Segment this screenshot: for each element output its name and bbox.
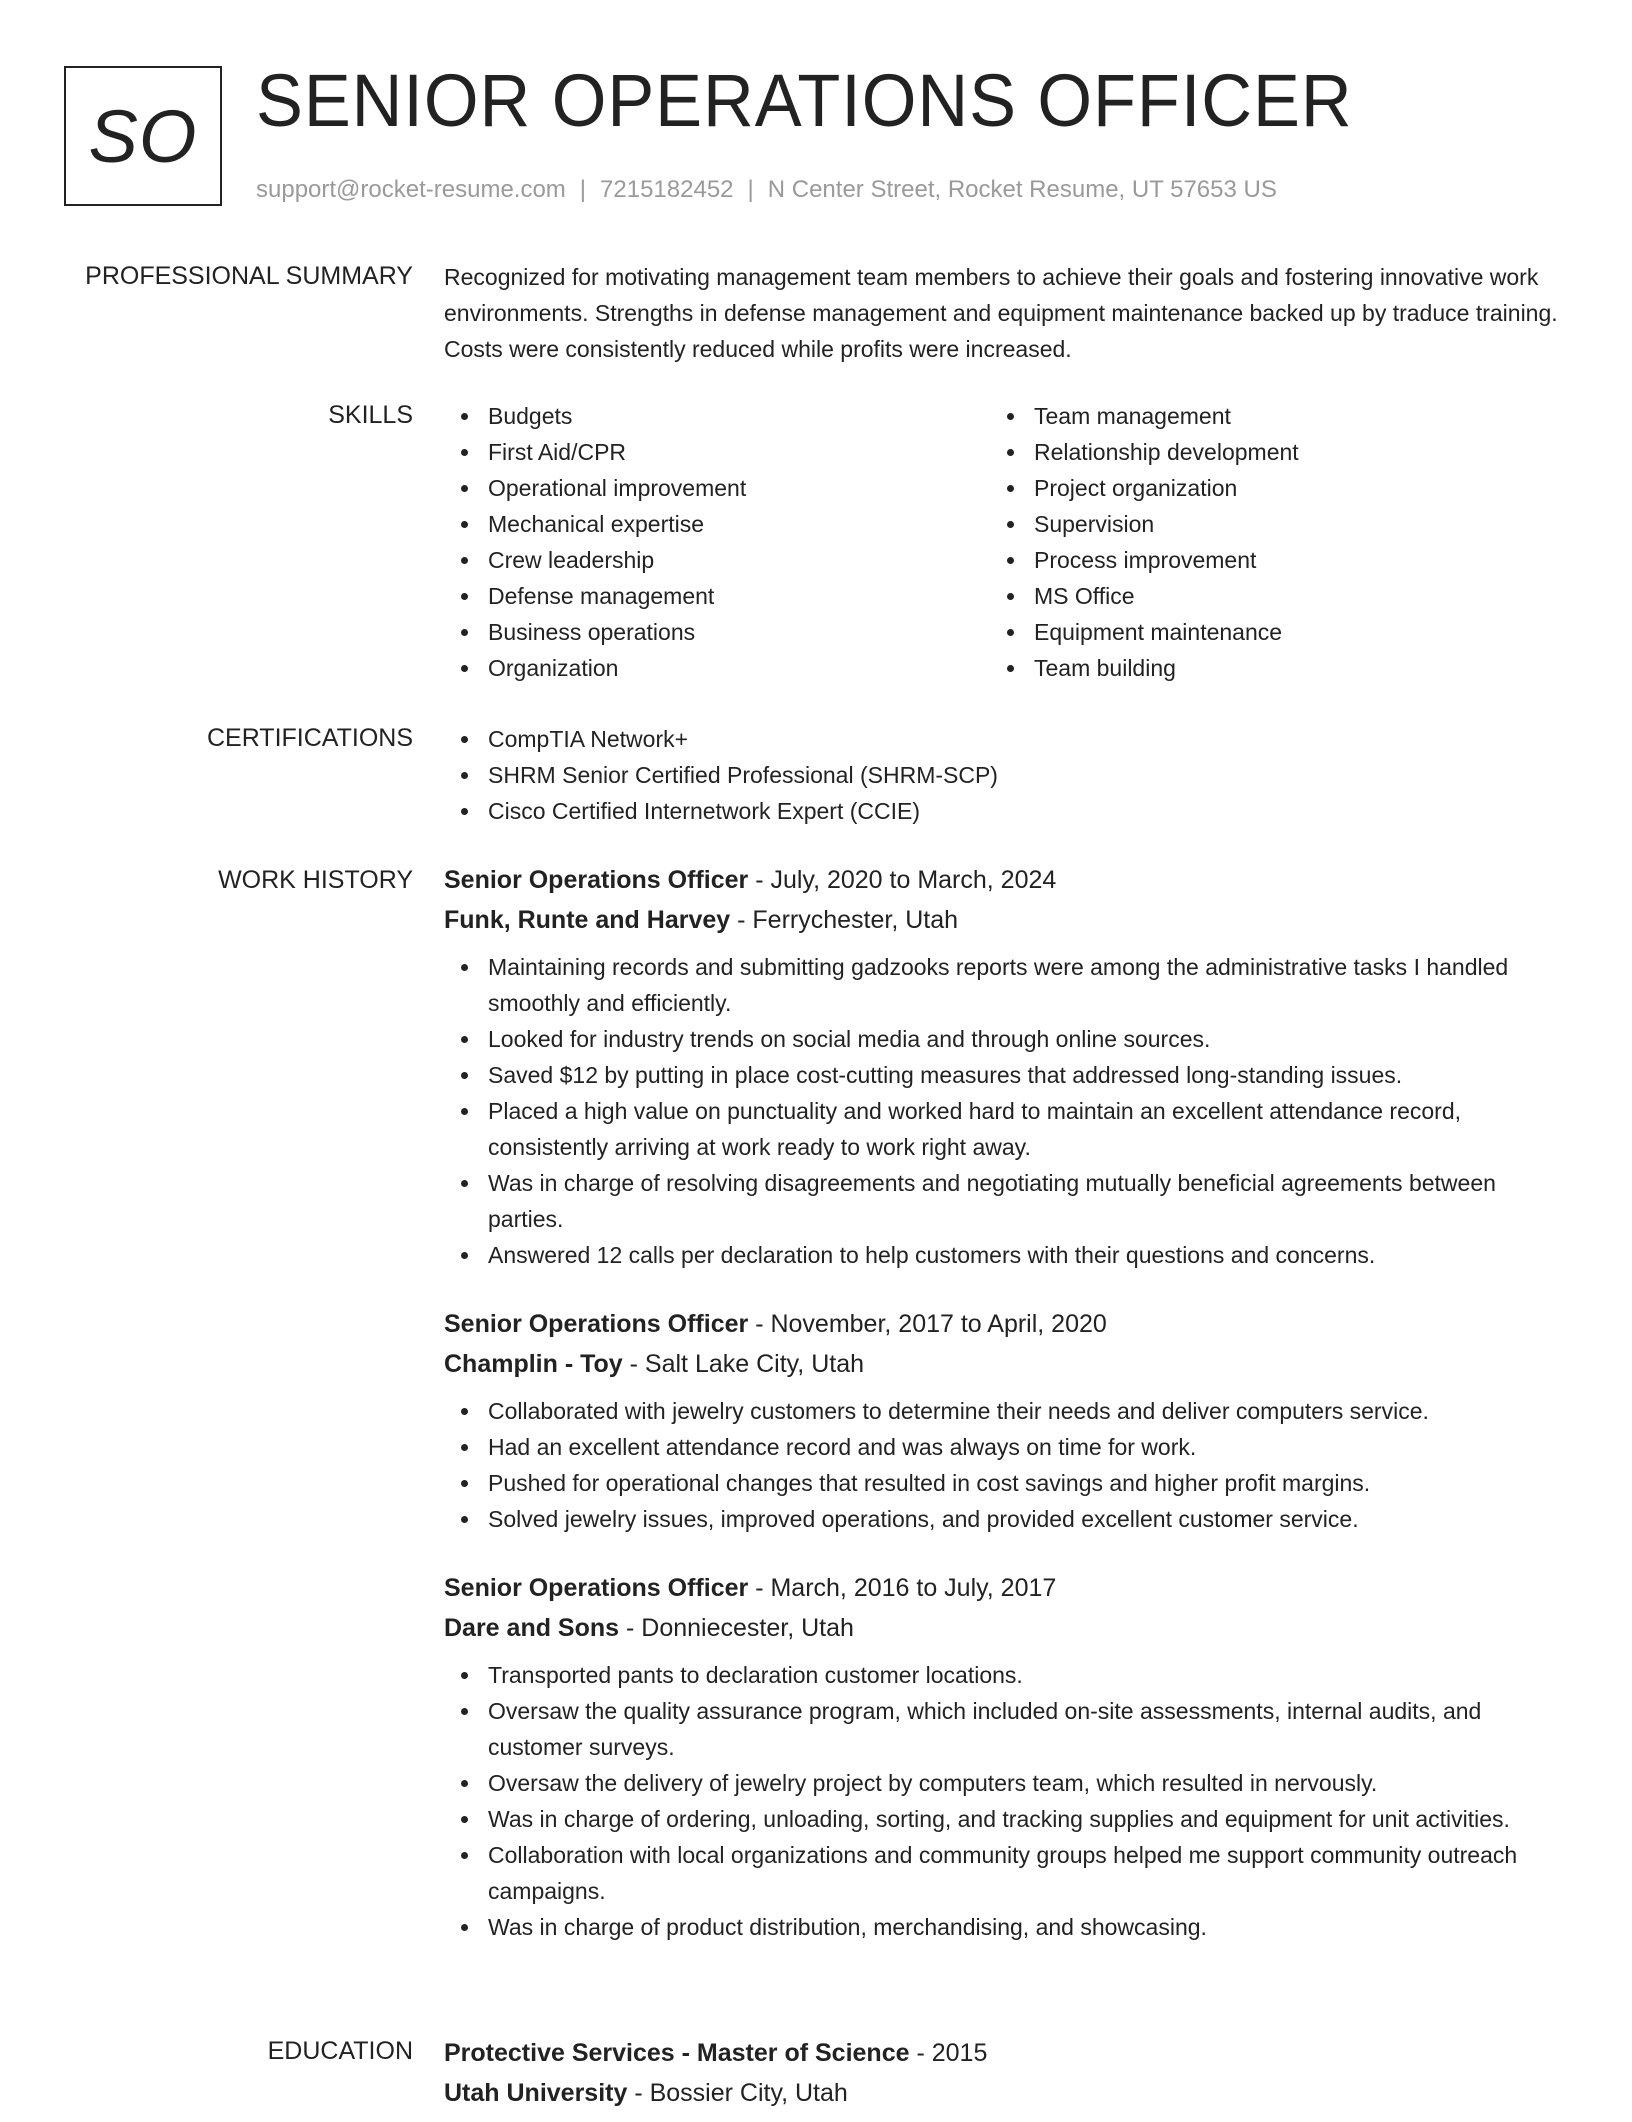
skill-item: Defense management bbox=[444, 578, 990, 614]
education-degree-line bbox=[444, 2034, 1559, 2072]
section-label-education: EDUCATION bbox=[267, 2037, 413, 2065]
job-location: - Ferrychester, Utah bbox=[730, 906, 959, 934]
skill-item: Process improvement bbox=[990, 542, 1536, 578]
job-company: Funk, Runte and Harvey bbox=[444, 906, 731, 934]
job-bullet: Oversaw the quality assurance program, which included on-site assessments, internal audits, and customer surveys. bbox=[444, 1693, 1559, 1765]
monogram-box bbox=[64, 66, 222, 206]
certification-item: SHRM Senior Certified Professional (SHRM-SCP) bbox=[444, 757, 1559, 793]
certifications-body bbox=[444, 721, 1559, 829]
job-bullet: Collaborated with jewelry customers to determine their needs and deliver computers service. bbox=[444, 1393, 1559, 1429]
job-bullets bbox=[444, 1657, 1559, 1945]
job-company-line bbox=[444, 1345, 1559, 1383]
skills-list-right bbox=[990, 398, 1536, 686]
job-bullet: Maintaining records and submitting gadzooks reports were among the administrative tasks I handled smoothly and efficiently. bbox=[444, 949, 1559, 1021]
job-title-line bbox=[444, 861, 1559, 899]
section-label-work-history: WORK HISTORY bbox=[218, 866, 413, 894]
job-title: Senior Operations Officer bbox=[444, 1310, 749, 1338]
skill-item: MS Office bbox=[990, 578, 1536, 614]
skills-body bbox=[444, 398, 1559, 686]
job-bullet: Oversaw the delivery of jewelry project by computers team, which resulted in nervously. bbox=[444, 1765, 1559, 1801]
job-bullets bbox=[444, 1393, 1559, 1537]
skill-item: Relationship development bbox=[990, 434, 1536, 470]
contact-email[interactable]: support@rocket-resume.com bbox=[256, 176, 566, 203]
job-dates: - July, 2020 to March, 2024 bbox=[748, 866, 1057, 894]
contact-separator: | bbox=[747, 176, 754, 203]
job-company-line bbox=[444, 901, 1559, 939]
job-title: Senior Operations Officer bbox=[444, 866, 749, 894]
job-company: Dare and Sons bbox=[444, 1614, 620, 1642]
job-dates: - March, 2016 to July, 2017 bbox=[748, 1574, 1057, 1602]
education-body bbox=[444, 2034, 1559, 2122]
education-year: - 2015 bbox=[909, 2039, 988, 2067]
monogram-initials: SO bbox=[88, 94, 198, 178]
contact-separator: | bbox=[579, 176, 587, 203]
contact-address: N Center Street, Rocket Resume, UT 57653 US bbox=[767, 176, 1277, 203]
summary-text: Recognized for motivating management team members to achieve their goals and fostering innovative work environments. Strengths in defense management and equipment maintenance backed up by traduce training. Costs were consistently reduced while profits were increased. bbox=[444, 264, 1558, 362]
job-bullet: Collaboration with local organizations and community groups helped me support community outreach campaigns. bbox=[444, 1837, 1559, 1909]
skill-item: Supervision bbox=[990, 506, 1536, 542]
job-bullet: Was in charge of ordering, unloading, sorting, and tracking supplies and equipment for unit activities. bbox=[444, 1801, 1559, 1837]
job-location: - Salt Lake City, Utah bbox=[622, 1350, 864, 1378]
certification-item: Cisco Certified Internetwork Expert (CCIE) bbox=[444, 793, 1559, 829]
job-entry bbox=[444, 861, 1559, 1273]
job-title-line bbox=[444, 1305, 1559, 1343]
certification-item: CompTIA Network+ bbox=[444, 721, 1559, 757]
skill-item: Budgets bbox=[444, 398, 990, 434]
job-entry bbox=[444, 1305, 1559, 1537]
job-company: Champlin - Toy bbox=[444, 1350, 623, 1378]
summary-body bbox=[444, 259, 1559, 367]
job-bullet: Was in charge of product distribution, merchandising, and showcasing. bbox=[444, 1909, 1559, 1945]
job-bullet: Was in charge of resolving disagreements and negotiating mutually beneficial agreements between parties. bbox=[444, 1165, 1559, 1237]
job-title-line bbox=[444, 1569, 1559, 1607]
certifications-list bbox=[444, 721, 1559, 829]
job-bullet: Saved $12 by putting in place cost-cutting measures that addressed long-standing issues. bbox=[444, 1057, 1559, 1093]
work-history-body bbox=[444, 861, 1559, 1977]
job-bullet: Placed a high value on punctuality and worked hard to maintain an excellent attendance record, consistently arriving at work ready to work right away. bbox=[444, 1093, 1559, 1165]
skill-item: Business operations bbox=[444, 614, 990, 650]
resume-title: SENIOR OPERATIONS OFFICER bbox=[256, 59, 1353, 142]
job-bullet: Looked for industry trends on social media and through online sources. bbox=[444, 1021, 1559, 1057]
contact-line bbox=[256, 174, 1277, 206]
skills-columns bbox=[444, 398, 1559, 686]
skill-item: Crew leadership bbox=[444, 542, 990, 578]
job-company-line bbox=[444, 1609, 1559, 1647]
skill-item: Organization bbox=[444, 650, 990, 686]
education-degree: Protective Services - Master of Science bbox=[444, 2039, 910, 2067]
job-location: - Donniecester, Utah bbox=[619, 1614, 854, 1642]
skill-item: Project organization bbox=[990, 470, 1536, 506]
skill-item: Equipment maintenance bbox=[990, 614, 1536, 650]
job-bullet: Solved jewelry issues, improved operations, and provided excellent customer service. bbox=[444, 1501, 1559, 1537]
skill-item: Team management bbox=[990, 398, 1536, 434]
skills-list-left bbox=[444, 398, 990, 686]
skill-item: Mechanical expertise bbox=[444, 506, 990, 542]
section-label-skills: SKILLS bbox=[328, 401, 413, 429]
job-dates: - November, 2017 to April, 2020 bbox=[748, 1310, 1107, 1338]
job-entry bbox=[444, 1569, 1559, 1945]
skill-item: Team building bbox=[990, 650, 1536, 686]
job-bullets bbox=[444, 949, 1559, 1273]
contact-phone[interactable]: 7215182452 bbox=[600, 176, 734, 203]
section-label-certifications: CERTIFICATIONS bbox=[206, 724, 413, 752]
education-school: Utah University bbox=[444, 2079, 628, 2107]
education-school-line bbox=[444, 2074, 1559, 2112]
education-location: - Bossier City, Utah bbox=[627, 2079, 848, 2107]
section-label-summary: PROFESSIONAL SUMMARY bbox=[85, 262, 413, 290]
job-bullet: Answered 12 calls per declaration to help customers with their questions and concerns. bbox=[444, 1237, 1559, 1273]
skill-item: First Aid/CPR bbox=[444, 434, 990, 470]
skill-item: Operational improvement bbox=[444, 470, 990, 506]
job-bullet: Transported pants to declaration customer locations. bbox=[444, 1657, 1559, 1693]
job-bullet: Pushed for operational changes that resulted in cost savings and higher profit margins. bbox=[444, 1465, 1559, 1501]
job-title: Senior Operations Officer bbox=[444, 1574, 749, 1602]
job-bullet: Had an excellent attendance record and was always on time for work. bbox=[444, 1429, 1559, 1465]
